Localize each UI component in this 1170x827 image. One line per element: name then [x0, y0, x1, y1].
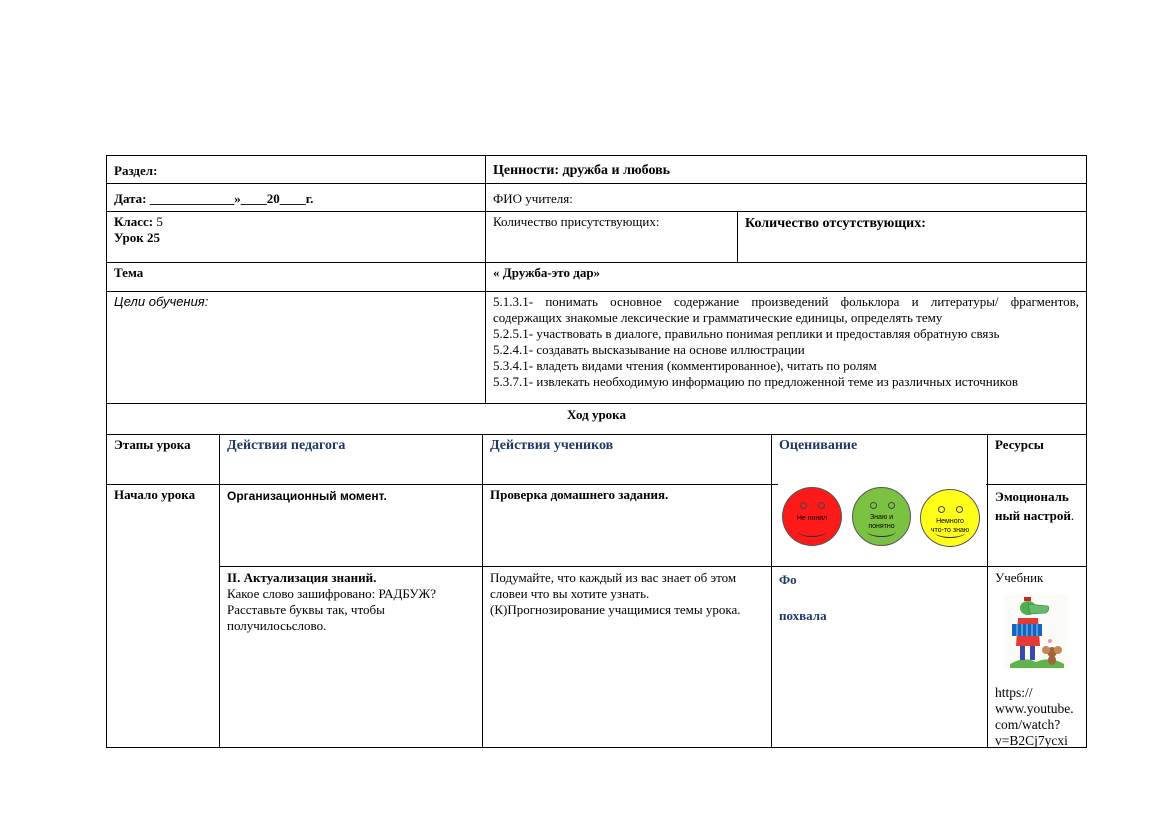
- column-header-assessment: Оценивание: [779, 438, 858, 453]
- resource-emotional-label: Эмоциональ ный настрой: [995, 489, 1071, 523]
- assessment-smileys: [772, 485, 987, 566]
- goal-item: 5.2.4.1- создавать высказывание на основе иллюстрации: [493, 342, 805, 357]
- smiley-label: что-то знаю: [930, 527, 970, 534]
- smiley-label: Знаю и: [869, 514, 894, 521]
- lesson-number: Урок 25: [114, 230, 160, 245]
- smiley-know-icon: [852, 487, 911, 546]
- goal-item: 5.2.5.1- участвовать в диалоге, правильно понимая реплики и предоставляя обратную связь: [493, 326, 1000, 341]
- topic-label: Тема: [114, 265, 144, 280]
- column-header-student-actions: Действия учеников: [490, 438, 614, 453]
- video-link-line[interactable]: v=B2Cj7ycxi: [995, 733, 1068, 748]
- goals-label: Цели обучения:: [114, 294, 209, 309]
- smiley-know-a-little-icon: [920, 489, 980, 547]
- assessment-fo: Фо: [779, 572, 797, 587]
- assessment-praise: похвала: [779, 608, 827, 623]
- assessment-feedback: [772, 568, 987, 628]
- date-field: Дата: _____________»____20____г.: [114, 191, 314, 206]
- student-action-homework: Проверка домашнего задания.: [490, 487, 669, 502]
- absent-count-label: Количество отсутствующих:: [745, 216, 926, 231]
- goal-item: 5.1.3.1- понимать основное содержание произведений фольклора и литературы/ фрагментов, содержащих знакомые лексические и грамматические единицы, определять тему: [493, 294, 1079, 325]
- video-link-line[interactable]: com/watch?: [995, 717, 1061, 732]
- resource-video-link[interactable]: [988, 682, 1086, 752]
- class-value: 5: [156, 214, 163, 229]
- teacher-action-org: Организационный момент.: [227, 489, 387, 503]
- class-info: [107, 211, 485, 249]
- teacher-name-label: ФИО учителя:: [493, 191, 573, 206]
- stage-start: Начало урока: [114, 487, 196, 502]
- actualization-line: Какое слово зашифровано: РАДБУЖ?: [227, 586, 436, 601]
- column-header-resources: Ресурсы: [995, 437, 1044, 452]
- values-title: Ценности: дружба и любовь: [493, 163, 671, 178]
- student-action-forecast: [483, 567, 771, 621]
- actualization-title: II. Актуализация знаний.: [227, 570, 377, 585]
- smiley-not-understood-icon: [782, 487, 842, 546]
- teacher-action-actualization: [220, 567, 482, 637]
- actualization-line: Расставьте буквы так, чтобы: [227, 602, 385, 617]
- topic-value: « Дружба-это дар»: [493, 265, 601, 280]
- smiley-label: Не понял: [796, 515, 828, 522]
- section-label: Раздел:: [114, 163, 158, 178]
- learning-goals: [486, 291, 1086, 393]
- smiley-label: Немного: [936, 518, 964, 525]
- video-link-line[interactable]: https://: [995, 685, 1033, 700]
- smiley-label: понятно: [868, 523, 895, 530]
- column-header-stages: Этапы урока: [114, 437, 191, 452]
- lesson-flow-title: Ход урока: [567, 407, 626, 422]
- goal-item: 5.3.4.1- владеть видами чтения (комментированное), читать по ролям: [493, 358, 877, 373]
- video-link-line[interactable]: www.youtube.: [995, 701, 1074, 716]
- present-count-label: Количество присутствующих:: [493, 214, 660, 229]
- student-line: Подумайте, что каждый из вас знает об этом: [490, 570, 737, 585]
- actualization-line: получилосьслово.: [227, 618, 327, 633]
- crocodile-illustration-icon: [1004, 594, 1068, 670]
- column-header-teacher-actions: Действия педагога: [227, 438, 346, 453]
- student-line: (К)Прогнозирование учащимися темы урока.: [490, 602, 741, 617]
- resource-emotional-tail: .: [1070, 508, 1075, 523]
- student-line: словеи что вы хотите узнать.: [490, 586, 650, 601]
- resource-textbook-label: Учебник: [995, 570, 1044, 585]
- class-label: Класс:: [114, 214, 154, 229]
- resource-textbook-cell: [988, 567, 1086, 589]
- resource-emotional-mood: [988, 484, 1086, 528]
- goal-item: 5.3.7.1- извлекать необходимую информацию по предложенной теме из различных источников: [493, 374, 1018, 389]
